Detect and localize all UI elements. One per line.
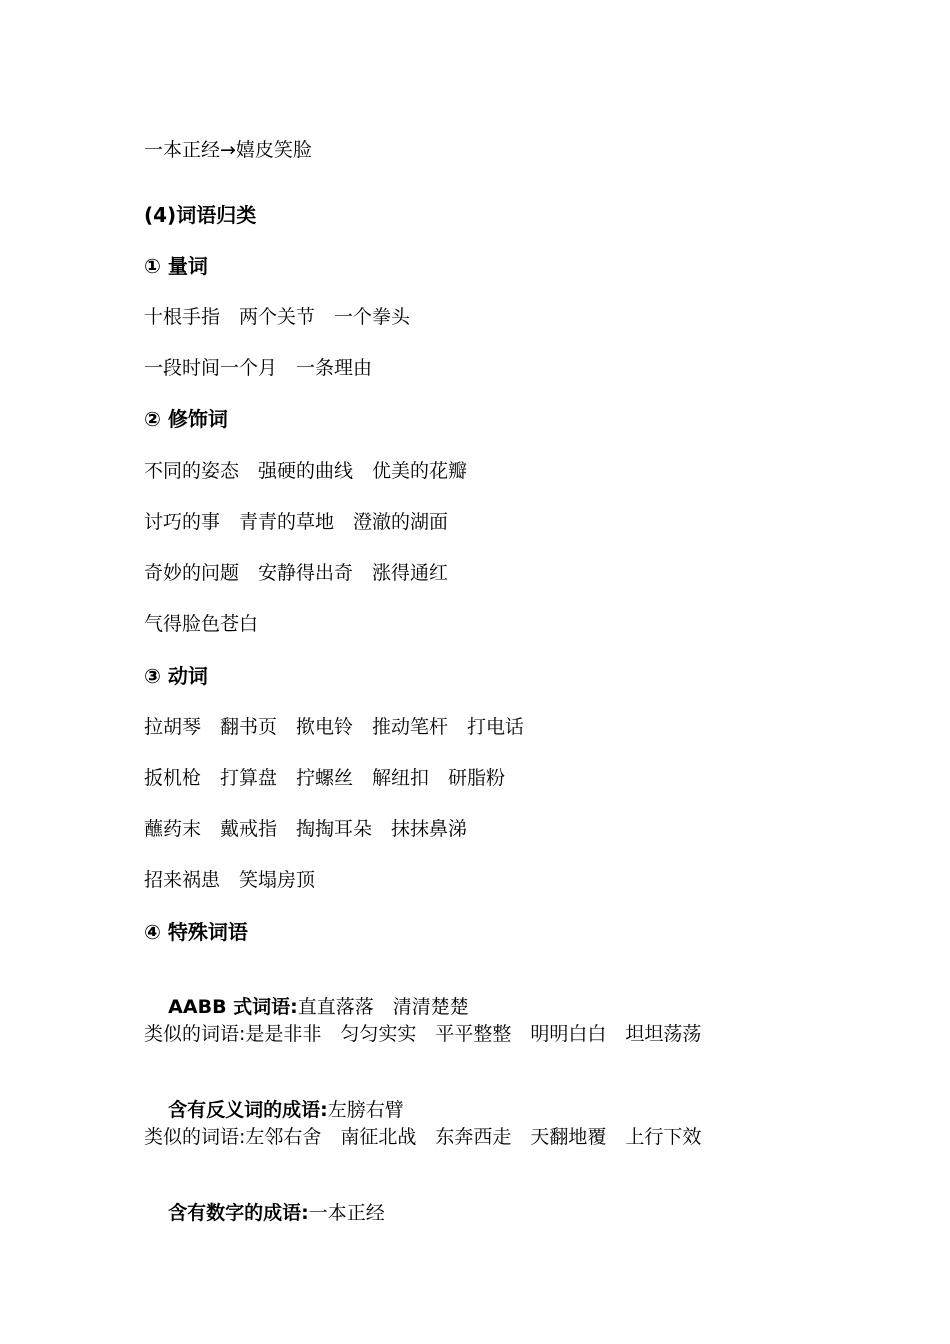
text-line-modifiers-3: 奇妙的问题 安静得出奇 涨得通红 <box>144 562 449 584</box>
text-line-aabb-similar: 类似的词语:是是非非 匀匀实实 平平整整 明明白白 坦坦荡荡 <box>144 1023 702 1045</box>
text-line-antonym-example: 一本正经→嬉皮笑脸 <box>144 139 312 161</box>
text-line-verbs-4: 招来祸患 笑塌房顶 <box>144 869 316 891</box>
number-idioms-label: 含有数字的成语: <box>168 1202 309 1224</box>
aabb-label: AABB 式词语: <box>168 996 298 1018</box>
text-line-verbs-1: 拉胡琴 翻书页 揿电铃 推动笔杆 打电话 <box>144 716 525 738</box>
subheading-special-words: ④ 特殊词语 <box>144 920 248 944</box>
section-heading-word-classification: (4)词语归类 <box>144 203 257 227</box>
antonym-idioms-example: 左膀右臂 <box>327 1099 404 1121</box>
text-line-verbs-3: 蘸药末 戴戒指 掏掏耳朵 抹抹鼻涕 <box>144 818 468 840</box>
text-line-verbs-2: 扳机枪 打算盘 拧螺丝 解纽扣 研脂粉 <box>144 767 506 789</box>
text-line-measure-words-2: 一段时间一个月 一条理由 <box>144 357 373 379</box>
text-line-measure-words-1: 十根手指 两个关节 一个拳头 <box>144 306 411 328</box>
text-line-modifiers-2: 讨巧的事 青青的草地 澄澈的湖面 <box>144 511 449 533</box>
text-line-number-idioms <box>144 1177 385 1249</box>
number-idioms-example: 一本正经 <box>308 1202 385 1224</box>
aabb-examples: 直直落落 清清楚楚 <box>297 996 469 1018</box>
text-line-antonym-idioms-similar: 类似的词语:左邻右舍 南征北战 东奔西走 天翻地覆 上行下效 <box>144 1126 702 1148</box>
subheading-measure-words: ① 量词 <box>144 254 208 278</box>
antonym-idioms-label: 含有反义词的成语: <box>168 1099 328 1121</box>
text-line-modifiers-1: 不同的姿态 强硬的曲线 优美的花瓣 <box>144 460 468 482</box>
subheading-verbs: ③ 动词 <box>144 664 208 688</box>
subheading-modifiers: ② 修饰词 <box>144 407 228 431</box>
text-line-modifiers-4: 气得脸色苍白 <box>144 613 259 635</box>
